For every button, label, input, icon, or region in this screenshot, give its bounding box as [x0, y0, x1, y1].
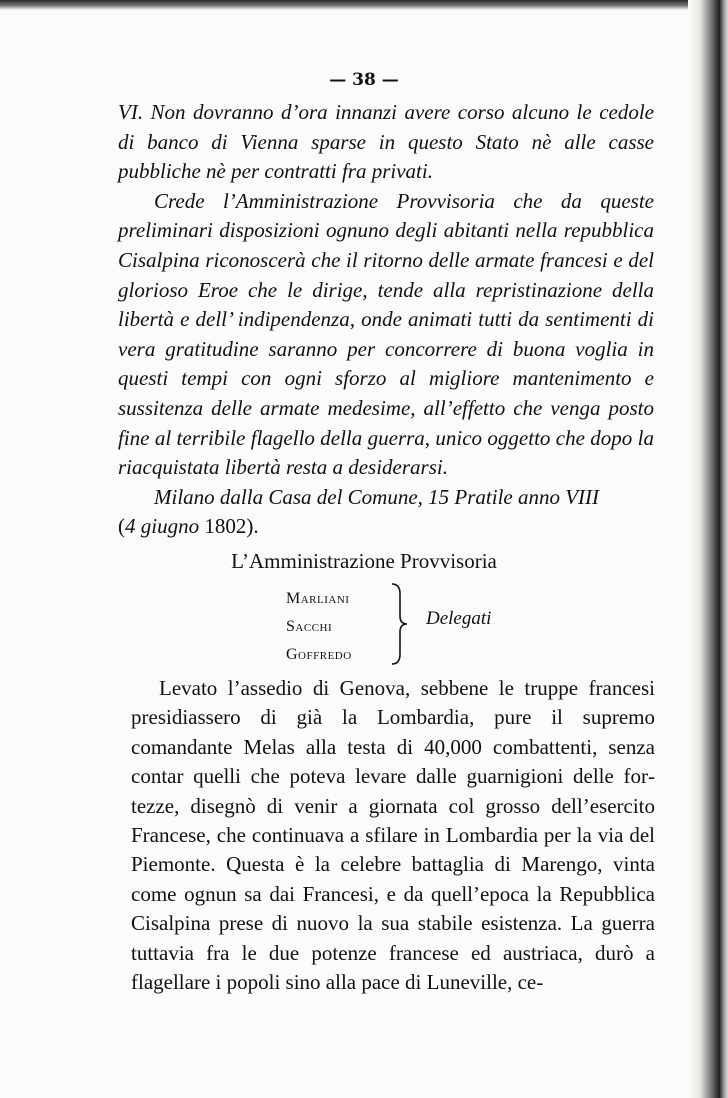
signatory-name: Goffredo — [286, 646, 352, 663]
narrative-text — [131, 674, 655, 997]
right-brace — [388, 582, 412, 666]
dateline — [118, 483, 654, 513]
scan-top-edge — [0, 0, 728, 10]
dateline-year: 1802). — [199, 514, 259, 539]
administration-paragraph: Crede l’Amministrazione Provvisoria che da queste preliminari disposizioni ognuno degli abitanti nella repubblica Cisalpina riconoscerà che il ritorno delle armate francesi e del glorioso Eroe che le dirige, tende alla repristinazione della libertà e dell’ indipendenza, onde animati tutti da sentimenti di vera gratitudine saranno per concorrere di buona voglia in questi tempi con ogni sforzo al migliore mantenimento e sussitenza delle armate medesime, all’effetto che venga posto fine al terribile flagello della guerra, unico oggetto che dopo la riacquistata libertà resta a desiderarsi. — [118, 188, 654, 480]
signatory-name: Marliani — [286, 590, 350, 607]
signatory-name: Sacchi — [286, 618, 333, 635]
dateline-date: (4 giugno 1802). — [118, 514, 259, 539]
dateline-day: 4 giugno — [125, 514, 200, 539]
signatory-role: Delegati — [426, 608, 492, 629]
article-vi-paragraph: VI. Non dovranno d’ora innanzi avere corso alcuno le cedole di banco di Vienna sparse in questo Stato nè alle casse pubbliche nè per contratti fra privati. — [118, 100, 654, 184]
decree-text — [118, 98, 654, 542]
narrative-paragraph: Levato l’assedio di Genova, sebbene le truppe francesi presidiassero di già la Lombardia, pure il supremo comandante Melas alla testa di 40,000 combattenti, senza contar quelli che poteva levare dalle guarnigioni delle fortezze, disegnò di venir a giornata col grosso dell’esercito Francese, che continuava a sfilare in Lombardia per la via del Piemonte. Questa è la celebre battaglia di Marengo, vinta come ognun sa dai Francesi, e da quell’epoca la Repubblica Cisalpina prese di nuovo la sua stabile esistenza. La guerra tuttavia fra le due potenze francese ed austriaca, durò a flagellare i popoli sino alla pace di Luneville, ce- — [131, 676, 655, 995]
signatory-names — [286, 585, 352, 669]
dateline-place: Milano dalla Casa del Comune, 15 Pratile anno VIII — [154, 484, 600, 509]
signature-title: L’Amministrazione Provvisoria — [231, 549, 497, 573]
page-number: — 38 — — [329, 70, 399, 90]
